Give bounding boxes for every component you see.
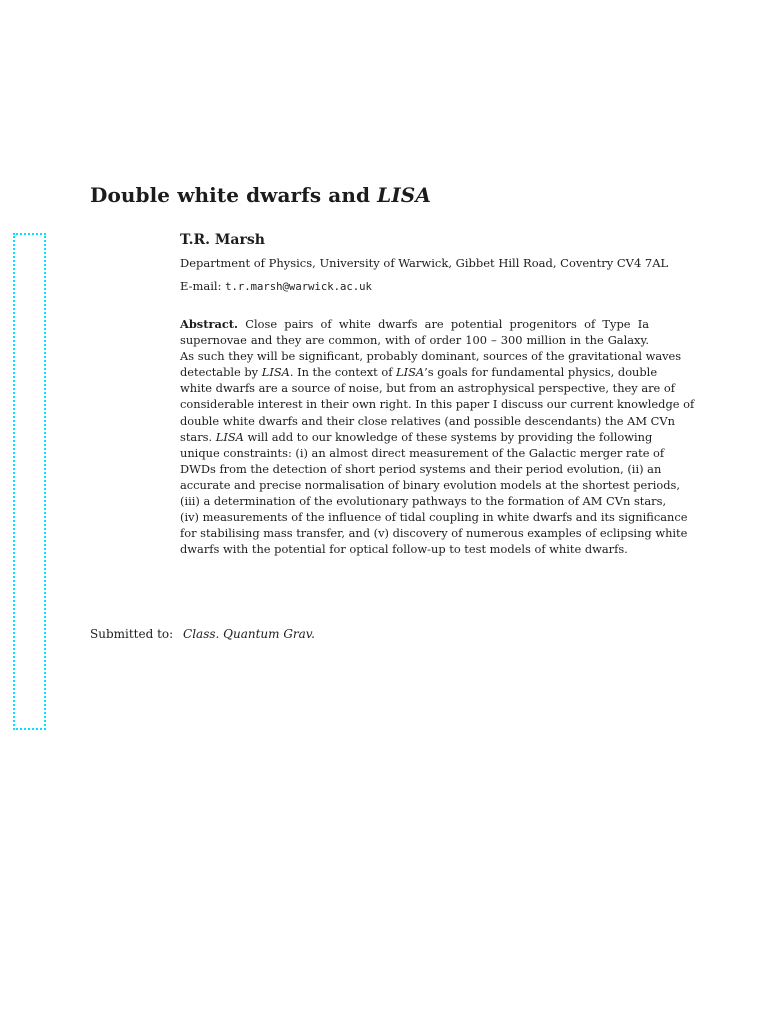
abstract-line <box>180 380 675 396</box>
paper-title <box>90 183 431 207</box>
abstract-line <box>180 413 675 429</box>
abstract-text: DWDs from the detection of short period systems and their period evolution, (ii) an <box>180 461 662 476</box>
abstract-line <box>180 429 653 445</box>
email-address[interactable]: t.r.marsh@warwick.ac.uk <box>225 281 372 293</box>
journal-name: Class. Quantum Grav. <box>183 627 315 641</box>
abstract-line <box>180 364 658 380</box>
abstract-label: Abstract. <box>180 317 239 331</box>
submitted-to <box>90 627 315 641</box>
abstract-line <box>180 445 665 461</box>
abstract-line <box>180 525 688 541</box>
abstract-line <box>180 316 649 332</box>
abstract-text: ’s goals for fundamental physics, double <box>424 365 658 380</box>
abstract-emph: LISA <box>396 365 425 380</box>
abstract-text: will add to our knowledge of these systems by providing the following <box>243 429 653 444</box>
abstract-line <box>180 461 662 477</box>
abstract-text: . In the context of <box>289 365 397 380</box>
abstract-line <box>180 396 695 412</box>
abstract <box>180 316 695 557</box>
abstract-text: double white dwarfs and their close relatives (and possible descendants) the AM CVn <box>180 413 675 428</box>
abstract-line <box>180 493 667 509</box>
abstract-line <box>180 541 649 557</box>
author-name: T.R. Marsh <box>180 232 265 248</box>
abstract-emph: LISA <box>215 429 244 444</box>
title-emph: LISA <box>377 183 431 207</box>
abstract-text: unique constraints: (i) an almost direct measurement of the Galactic merger rate of <box>180 445 665 460</box>
abstract-text: accurate and precise normalisation of binary evolution models at the shortest periods, <box>180 477 680 492</box>
abstract-line <box>180 509 688 525</box>
title-main: Double white dwarfs and <box>90 183 371 207</box>
abstract-text: Close pairs of white dwarfs are potential progenitors of Type Ia <box>245 317 649 331</box>
abstract-line <box>180 477 680 493</box>
abstract-text: white dwarfs are a source of noise, but from an astrophysical perspective, they are of <box>180 381 675 396</box>
margin-frame <box>13 233 46 730</box>
abstract-line <box>180 348 682 364</box>
abstract-text: (iv) measurements of the influence of tidal coupling in white dwarfs and its significance <box>180 510 688 525</box>
abstract-line <box>180 332 649 348</box>
submitted-label: Submitted to: <box>90 627 174 641</box>
affiliation: Department of Physics, University of Warwick, Gibbet Hill Road, Coventry CV4 7AL <box>180 256 669 270</box>
abstract-text: As such they will be significant, probably dominant, sources of the gravitational waves <box>180 349 682 364</box>
email-label: E-mail: <box>180 279 222 293</box>
abstract-text: dwarfs with the potential for optical follow-up to test models of white dwarfs. <box>180 542 628 557</box>
abstract-emph: LISA <box>261 365 290 380</box>
abstract-text: supernovae and they are common, with of order 100 – 300 million in the Galaxy. <box>180 333 649 348</box>
abstract-text: detectable by <box>180 365 262 380</box>
abstract-text: stars. <box>180 429 216 444</box>
abstract-text: for stabilising mass transfer, and (v) discovery of numerous examples of eclipsing white <box>180 526 688 541</box>
abstract-text: considerable interest in their own right. In this paper I discuss our current knowledge of <box>180 397 695 412</box>
abstract-text: (iii) a determination of the evolutionary pathways to the formation of AM CVn stars, <box>180 494 667 509</box>
email-line <box>180 279 372 293</box>
